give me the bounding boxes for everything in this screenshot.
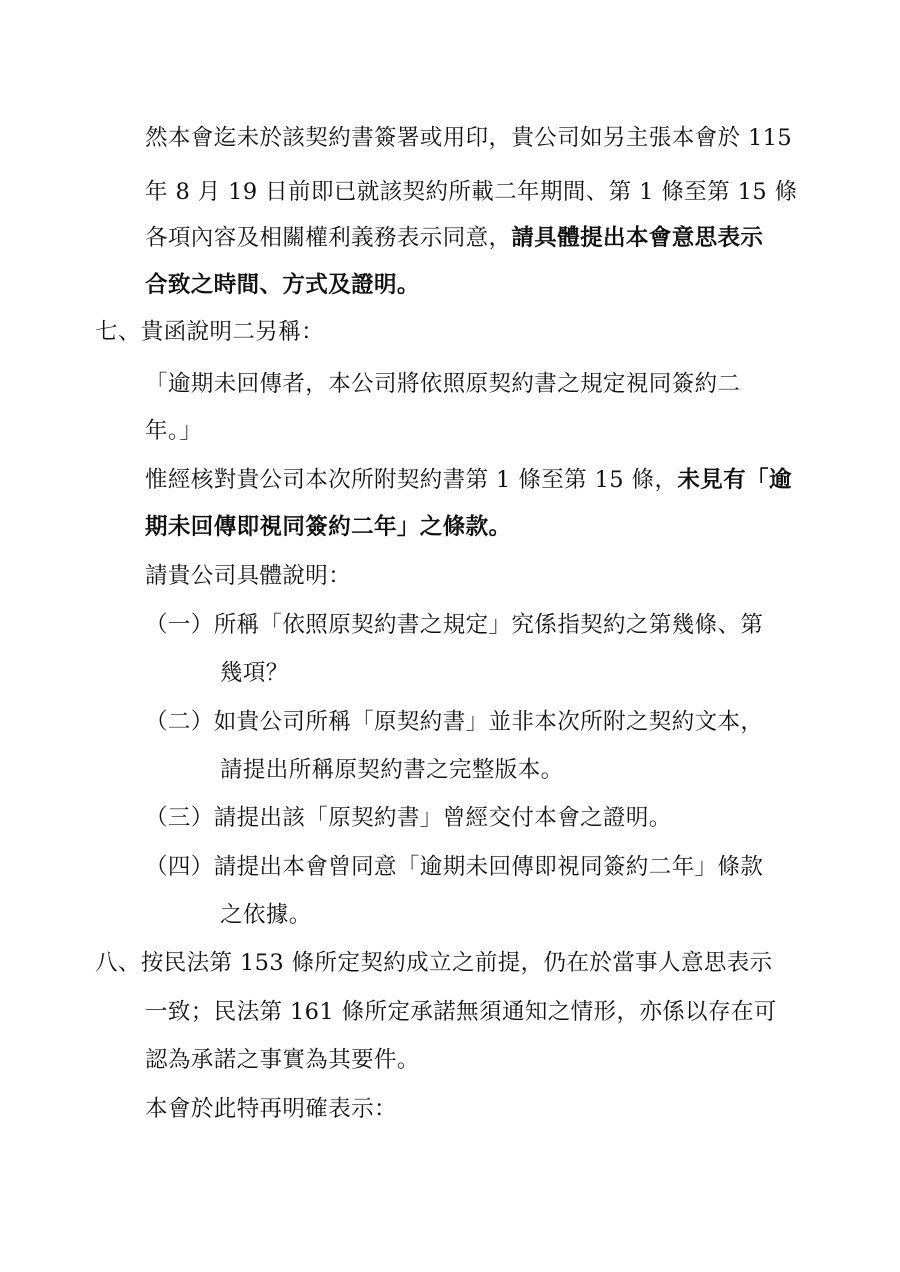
- text-line-bold: 期未回傳即視同簽約二年」之條款。: [145, 514, 512, 540]
- text-line-bold: 合致之時間、方式及證明。: [145, 272, 420, 298]
- text-line: 本會於此特再明確表示：: [145, 1096, 397, 1122]
- section-heading-8: 八、按民法第 153 條所定契約成立之前提，仍在於當事人意思表示: [95, 950, 773, 976]
- quote-line: 「逾期未回傳者，本公司將依照原契約書之規定視同簽約二: [145, 371, 741, 397]
- text-line: 認為承諾之事實為其要件。: [145, 1047, 420, 1073]
- text-line: 年 8 月 19 日前即已就該契約所載二年期間、第 1 條至第 15 條: [145, 179, 798, 205]
- text-line: 然本會迄未於該契約書簽署或用印，貴公司如另主張本會於 115: [145, 125, 793, 151]
- text-line: 請貴公司具體說明：: [145, 563, 352, 589]
- text-line: [145, 223, 763, 253]
- list-item: （三）請提出該「原契約書」曾經交付本會之證明。: [145, 805, 672, 831]
- text-bold: 未見有「逾: [677, 467, 792, 493]
- quote-line: 年。」: [145, 418, 203, 444]
- text-normal: 惟經核對貴公司本次所附契約書第 1 條至第 15 條，: [145, 467, 678, 493]
- list-item: （四）請提出本會曾同意「逾期未回傳即視同簽約二年」條款: [145, 854, 764, 880]
- list-item: （二）如貴公司所稱「原契約書」並非本次所附之契約文本，: [145, 709, 764, 735]
- section-heading-7: 七、貴函說明二另稱：: [95, 319, 325, 345]
- text-line: 一致；民法第 161 條所定承諾無須通知之情形，亦係以存在可: [145, 999, 777, 1025]
- list-item-continuation: 之依據。: [220, 902, 312, 928]
- list-item: （一）所稱「依照原契約書之規定」究係指契約之第幾條、第: [145, 612, 764, 638]
- text-bold: 請具體提出本會意思表示: [511, 225, 764, 251]
- text-line: [145, 465, 792, 495]
- list-item-continuation: 幾項？: [220, 660, 289, 686]
- text-normal: 各項內容及相關權利義務表示同意，: [145, 225, 512, 251]
- list-item-continuation: 請提出所稱原契約書之完整版本。: [220, 757, 564, 783]
